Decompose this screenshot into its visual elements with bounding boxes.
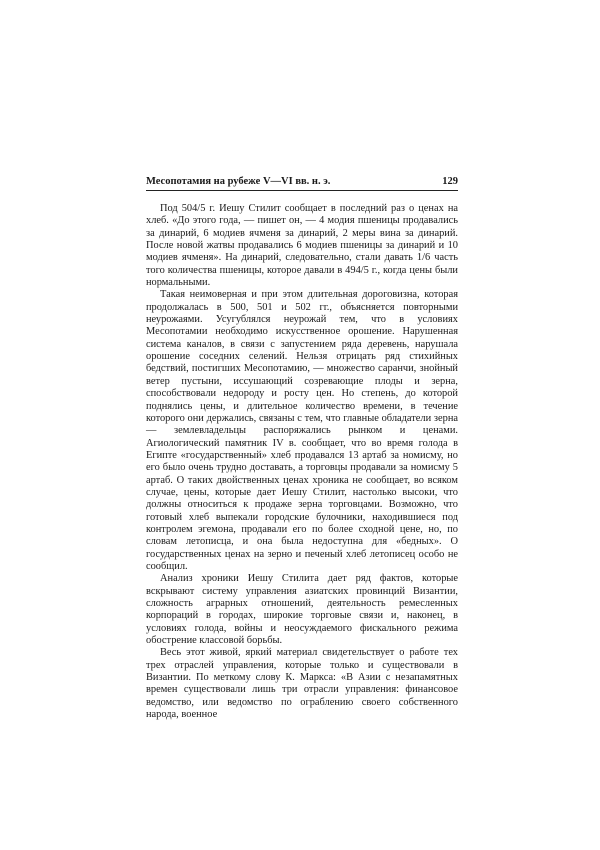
page — [146, 176, 458, 721]
paragraph-4: Весь этот живой, яркий материал свидетельствует о работе тех трех отраслей управления, которые только и существовали в Византии. По меткому слову К. Маркса: «В Азии с незапамятных времен существовали лишь три отрасли управления: финансовое ведомство, или ведомство по ограблению своего собственного народа, военное — [146, 647, 458, 721]
paragraph-3: Анализ хроники Иешу Стилита дает ряд фактов, которые вскрывают систему управления азиатских провинций Византии, сложность аграрных отношений, деятельность ремесленных корпораций в городах, широкие торговые связи и, наконец, в условиях голода, войны и неосуждаемого фискального режима обострение классовой борьбы. — [146, 573, 458, 647]
paragraph-1: Под 504/5 г. Иешу Стилит сообщает в последний раз о ценах на хлеб. «До этого года, — пишет он, — 4 модия пшеницы продавались за динарий, 6 модиев ячменя за динарий, 2 меры вина за динарий. После новой жатвы продавались 6 модиев пшеницы за динарий и 10 модиев ячменя». На динарий, следовательно, стали давать 1/6 часть того количества пшеницы, которое давали в 494/5 г., когда цены были нормальными. — [146, 203, 458, 289]
page-number: 129 — [442, 176, 458, 187]
running-title: Месопотамия на рубеже V—VI вв. н. э. — [146, 176, 331, 187]
body-text — [146, 203, 458, 721]
running-header — [146, 176, 458, 191]
paragraph-2: Такая неимоверная и при этом длительная дороговизна, которая продолжалась в 500, 501 и 502 гг., объясняется повторными неурожаями. Усугублялся неурожай тем, что в условиях Месопотамии необходимо искусственное орошение. Нарушенная система каналов, в связи с запустением ряда деревень, нарушала орошение соседних селений. Нельзя отрицать ряд стихийных бедствий, постигших Месопотамию, — множество саранчи, знойный ветер пустыни, иссушающий созревающие плоды и зерна, способствовали недороду и росту цен. Но степень, до которой поднялись цены, и длительное количество времени, в течение которого они держались, связаны с тем, что главные обладатели зерна — землевладельцы распоряжались рынком и ценами. Агиологический памятник IV в. сообщает, что во время голода в Египте «государственный» хлеб продавался 13 артаб за номисму, но его было очень трудно доставать, а торговцы продавали за номисму 5 артаб. О таких двойственных ценах хроника не сообщает, во всяком случае, цены, которые дает Иешу Стилит, настолько высоки, что должны относиться к продаже зерна торговцами. Возможно, что готовый хлеб выпекали городские булочники, находившиеся под контролем эгемона, продавали его по более сходной цене, но, по словам летописца, и она была недоступна для «бедных». О государственных ценах на зерно и печеный хлеб летописец особо не сообщил. — [146, 289, 458, 572]
